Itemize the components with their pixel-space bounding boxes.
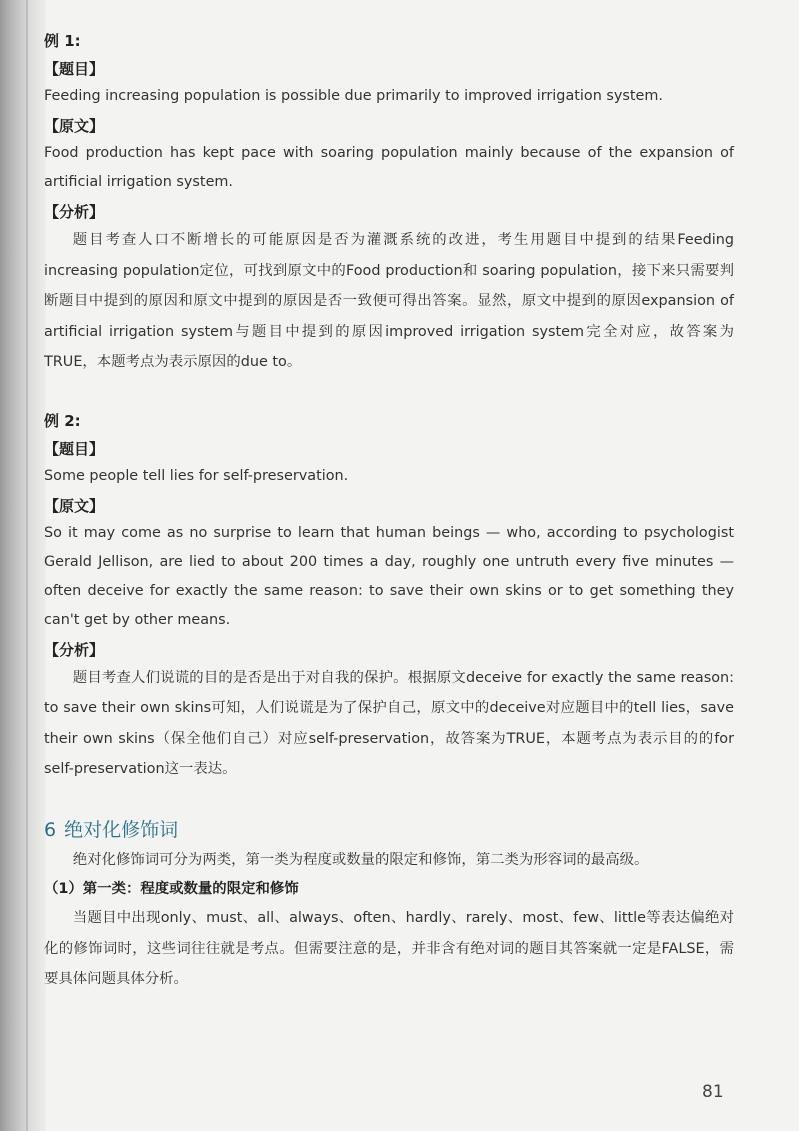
example-2-question-label: 【题目】 [44,439,105,458]
page-number: 81 [702,1082,724,1102]
example-1-analysis-label: 【分析】 [44,203,105,221]
example-2-original-label: 【原文】 [44,496,105,515]
example-1-question: Feeding increasing population is possible due primarily to improved irrigation system. [44,88,663,104]
example-1-analysis: 题目考查人口不断增长的可能原因是否为灌溉系统的改进，考生用题目中提到的结果Feeding increasing population定位，可找到原文中的Food production和 soaring population，接下来只需要判断题目中提到的原因和原文中提到的原因是否一致便可得出答案。显然，原文中提到的原因expansion of artificial irrigation system与题目中提到的原因improved irrigation system完全对应，故答案为TRUE，本题考点为表示原因的due to。 [44,232,734,370]
example-2-analysis-label: 【分析】 [44,640,105,659]
example-2-analysis: 题目考查人们说谎的目的是否是出于对自我的保护。根据原文deceive for exactly the same reason: to save their own skins可知，人们说谎是为了保护自己，原文中的deceive对应题目中的tell lies，save their own skins（保全他们自己）对应self-preservation，故答案为TRUE，本题考点为表示目的的for self-preservation这一表达。 [44,669,734,777]
section-6-heading [44,815,734,845]
example-2-label: 例 2: [44,411,81,430]
example-2-original: So it may come as no surprise to learn that human beings — who, according to psychologist Gerald Jellison, are lied to about 200 times a day, roughly one untruth every five minutes — often deceive for exactly the same reason: to save their own skins or to get something they can't get by other means. [44,524,734,628]
page-content [44,28,734,995]
book-gutter-shadow [0,0,46,1131]
section-6-title: 绝对化修饰词 [64,818,179,841]
example-1-original-label: 【原文】 [44,117,105,135]
subsection-1-body: 当题目中出现only、must、all、always、often、hardly、rarely、most、few、little等表达偏绝对化的修饰词时，这些词往往就是考点。但需要注意的是，并非含有绝对词的题目其答案就一定是FALSE，需要具体问题具体分析。 [44,910,734,987]
section-6-intro: 绝对化修饰词可分为两类，第一类为程度或数量的限定和修饰，第二类为形容词的最高级。 [72,851,649,868]
example-1-label: 例 1: [44,32,81,50]
subsection-1-title: （1）第一类：程度或数量的限定和修饰 [44,881,299,897]
example-2 [44,408,734,785]
section-6-number: 6 [44,818,57,841]
example-1 [44,28,734,378]
example-1-question-label: 【题目】 [44,60,105,78]
example-2-question: Some people tell lies for self-preservation. [44,467,349,484]
example-1-original: Food production has kept pace with soaring population mainly because of the expansion of artificial irrigation system. [44,145,734,190]
